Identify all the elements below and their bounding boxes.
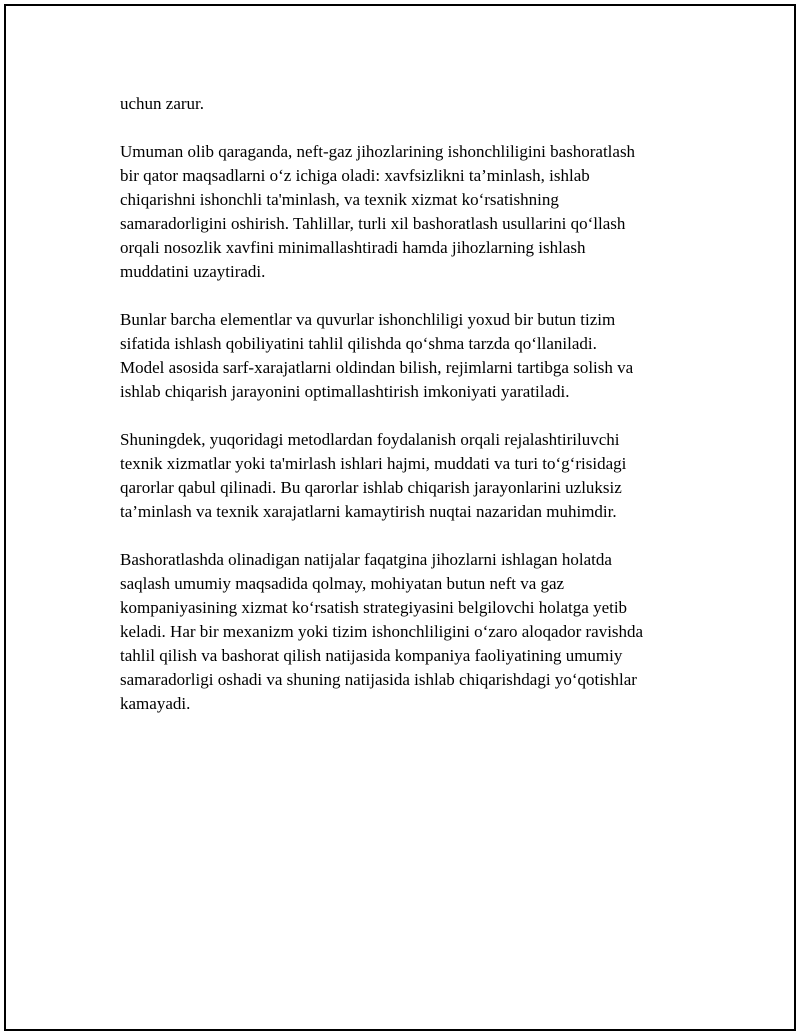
text-line: chiqarishni ishonchli ta'minlash, va texnik xizmat ko‘rsatishning bbox=[120, 190, 559, 209]
text-line: tahlil qilish va bashorat qilish natijasida kompaniya faoliyatining umumiy bbox=[120, 646, 623, 665]
text-line: Bunlar barcha elementlar va quvurlar ishonchliligi yoxud bir butun tizim bbox=[120, 310, 616, 329]
text-line: qarorlar qabul qilinadi. Bu qarorlar ishlab chiqarish jarayonlarini uzluksiz bbox=[120, 478, 622, 497]
paragraph-1 bbox=[120, 92, 700, 116]
paragraph-2 bbox=[120, 140, 700, 284]
text-line: texnik xizmatlar yoki ta'mirlash ishlari hajmi, muddati va turi to‘g‘risidagi bbox=[120, 454, 627, 473]
text-line: Model asosida sarf-xarajatlarni oldindan bilish, rejimlarni tartibga solish va bbox=[120, 358, 634, 377]
document-body bbox=[120, 92, 700, 740]
text-line: bir qator maqsadlarni o‘z ichiga oladi: xavfsizlikni ta’minlash, ishlab bbox=[120, 166, 590, 185]
paragraph-4 bbox=[120, 428, 700, 524]
text-line: samaradorligi oshadi va shuning natijasida ishlab chiqarishdagi yo‘qotishlar bbox=[120, 670, 637, 689]
text-line: saqlash umumiy maqsadida qolmay, mohiyatan butun neft va gaz bbox=[120, 574, 565, 593]
text-line: Umuman olib qaraganda, neft-gaz jihozlarining ishonchliligini bashoratlash bbox=[120, 142, 636, 161]
text-line: muddatini uzaytiradi. bbox=[120, 262, 266, 281]
text-line: kamayadi. bbox=[120, 694, 191, 713]
text-line: uchun zarur. bbox=[120, 94, 205, 113]
text-line: samaradorligini oshirish. Tahlillar, turli xil bashoratlash usullarini qo‘llash bbox=[120, 214, 626, 233]
text-line: ishlab chiqarish jarayonini optimallashtirish imkoniyati yaratiladi. bbox=[120, 382, 570, 401]
text-line: ta’minlash va texnik xarajatlarni kamaytirish nuqtai nazaridan muhimdir. bbox=[120, 502, 617, 521]
paragraph-3 bbox=[120, 308, 700, 404]
text-line: sifatida ishlash qobiliyatini tahlil qilishda qo‘shma tarzda qo‘llaniladi. bbox=[120, 334, 597, 353]
text-line: kompaniyasining xizmat ko‘rsatish strategiyasini belgilovchi holatga yetib bbox=[120, 598, 628, 617]
text-line: Bashoratlashda olinadigan natijalar faqatgina jihozlarni ishlagan holatda bbox=[120, 550, 612, 569]
document-page bbox=[4, 4, 796, 1031]
text-line: keladi. Har bir mexanizm yoki tizim ishonchliligini o‘zaro aloqador ravishda bbox=[120, 622, 644, 641]
text-line: orqali nosozlik xavfini minimallashtiradi hamda jihozlarning ishlash bbox=[120, 238, 586, 257]
paragraph-5 bbox=[120, 548, 700, 716]
text-line: Shuningdek, yuqoridagi metodlardan foydalanish orqali rejalashtiriluvchi bbox=[120, 430, 620, 449]
